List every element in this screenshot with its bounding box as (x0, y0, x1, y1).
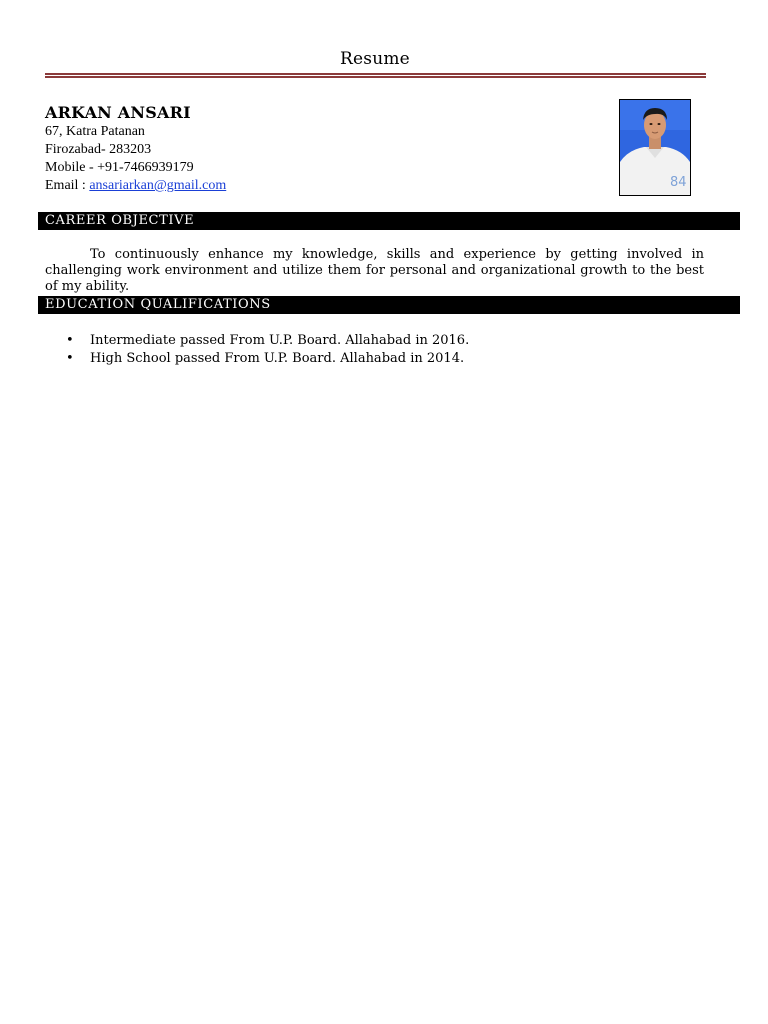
title-rule-bottom (45, 76, 706, 78)
document-title: Resume (340, 49, 410, 69)
address-line-2: Firozabad- 283203 (45, 142, 152, 157)
address-line-1: 67, Katra Patanan (45, 124, 145, 139)
education-item-text: Intermediate passed From U.P. Board. Allahabad in 2016. (90, 333, 470, 348)
bullet-icon: • (66, 351, 74, 366)
education-list (45, 332, 469, 368)
email-link[interactable]: ansariarkan@gmail.com (89, 178, 227, 193)
email-label: Email : (45, 178, 90, 193)
candidate-name: ARKAN ANSARI (45, 103, 191, 122)
mobile-number: Mobile - +91-7466939179 (45, 160, 194, 175)
photo-shirt-number: 84 (670, 175, 687, 190)
list-item (45, 350, 469, 368)
career-objective-heading: CAREER OBJECTIVE (38, 212, 740, 230)
education-heading: EDUCATION QUALIFICATIONS (38, 296, 740, 314)
contact-block (45, 123, 226, 195)
list-item (45, 332, 469, 350)
email-row (45, 177, 226, 195)
career-objective-text: To continuously enhance my knowledge, skills and experience by getting involved in challenging work environment and utilize them for personal and organizational growth to the best of my ability. (45, 247, 704, 294)
education-item-text: High School passed From U.P. Board. Allahabad in 2014. (90, 351, 465, 366)
profile-photo (619, 99, 691, 196)
bullet-icon: • (66, 333, 74, 348)
